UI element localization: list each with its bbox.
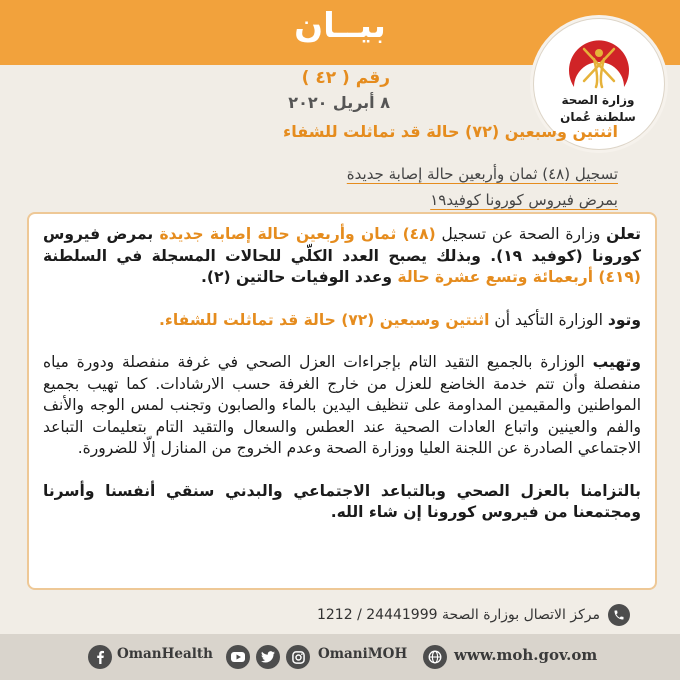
subheadline: [60, 161, 618, 213]
p1-lead: تعلن: [606, 225, 641, 243]
p2-recoveries: اثنتين وسبعين (٧٢) حالة قد تماثلت للشفاء.: [159, 310, 490, 329]
ministry-name-line1: وزارة الصحة: [561, 93, 635, 107]
paragraph-recoveries: [43, 310, 641, 332]
notice-date: ٨ أبريل ٢٠٢٠: [288, 93, 390, 112]
p1-total-cases: (٤١٩) أربعمائة وتسع عشرة حالة: [397, 268, 641, 286]
statement-body: [27, 212, 657, 590]
facebook-icon[interactable]: [88, 645, 112, 669]
ministry-name-line2: سلطنة عُمان: [560, 110, 636, 124]
contact-center: [170, 603, 630, 627]
ministry-name: [540, 92, 656, 126]
p1-new-cases: (٤٨) ثمان وأربعين حالة إصابة جديدة: [159, 225, 436, 243]
contact-label: مركز الاتصال بوزارة الصحة 24441999 / 1212: [316, 607, 600, 623]
paragraph-cases: [43, 224, 641, 289]
facebook-handle[interactable]: OmanHealth: [117, 646, 213, 662]
p3-lead: وتهيب: [592, 353, 641, 371]
social-handle[interactable]: OmaniMOH: [318, 646, 408, 662]
subheadline-line1: تسجيل (٤٨) ثمان وأربعين حالة إصابة جديدة: [346, 165, 618, 183]
headline: اثنتين وسبعين (٧٢) حالة قد تماثلت للشفاء: [283, 122, 618, 141]
p1-text-a: وزارة الصحة عن تسجيل: [435, 225, 607, 243]
notice-number: رقم ( ٤٢ ): [301, 68, 390, 88]
website-link[interactable]: www.moh.gov.om: [454, 646, 598, 664]
paragraph-closing: بالتزامنا بالعزل الصحي وبالتباعد الاجتماعي والبدني سنقي أنفسنا وأسرنا ومجتمعنا من فيروس كورونا إن شاء الله.: [43, 481, 641, 521]
p1-text-b: بمرض فيروس كورونا (كوفيد ١٩). وبذلك يصبح العدد الكلّي للحالات المسجلة في السلطنة: [43, 225, 641, 265]
paragraph-guidance: [43, 352, 641, 460]
notice-title: بيــان: [294, 6, 386, 46]
youtube-icon[interactable]: [226, 645, 250, 669]
twitter-icon[interactable]: [256, 645, 280, 669]
instagram-icon[interactable]: [286, 645, 310, 669]
p3-text: الوزارة بالجميع التقيد التام بإجراءات العزل الصحي في غرفة منفصلة ودورة مياه منفصلة وأن تتم خدمة الخاضع للعزل من خارج الغرفة حسب الارشادات. كما تهيب بجميع المواطنين والمقيمين المداومة على تنظيف اليدين بالماء والصابون وتجنب لمس الوجه والأنف والفم والعينين واتباع العادات الصحية عند العطس والسعال والتقيد التام بتعليمات التباعد الاجتماعي الصادرة عن اللجنة العليا ووزارة الصحة وعدم الخروج من المنازل إلّا للضرورة.: [43, 353, 641, 457]
phone-icon: [608, 604, 630, 626]
p2-lead: وتود: [607, 310, 641, 329]
p1-text-c: وعدد الوفيات حالتين (٢).: [201, 268, 398, 286]
p2-text: الوزارة التأكيد أن: [489, 310, 608, 329]
subheadline-line2: بمرض فيروس كورونا كوفيد١٩: [430, 191, 618, 209]
globe-icon[interactable]: [423, 645, 447, 669]
